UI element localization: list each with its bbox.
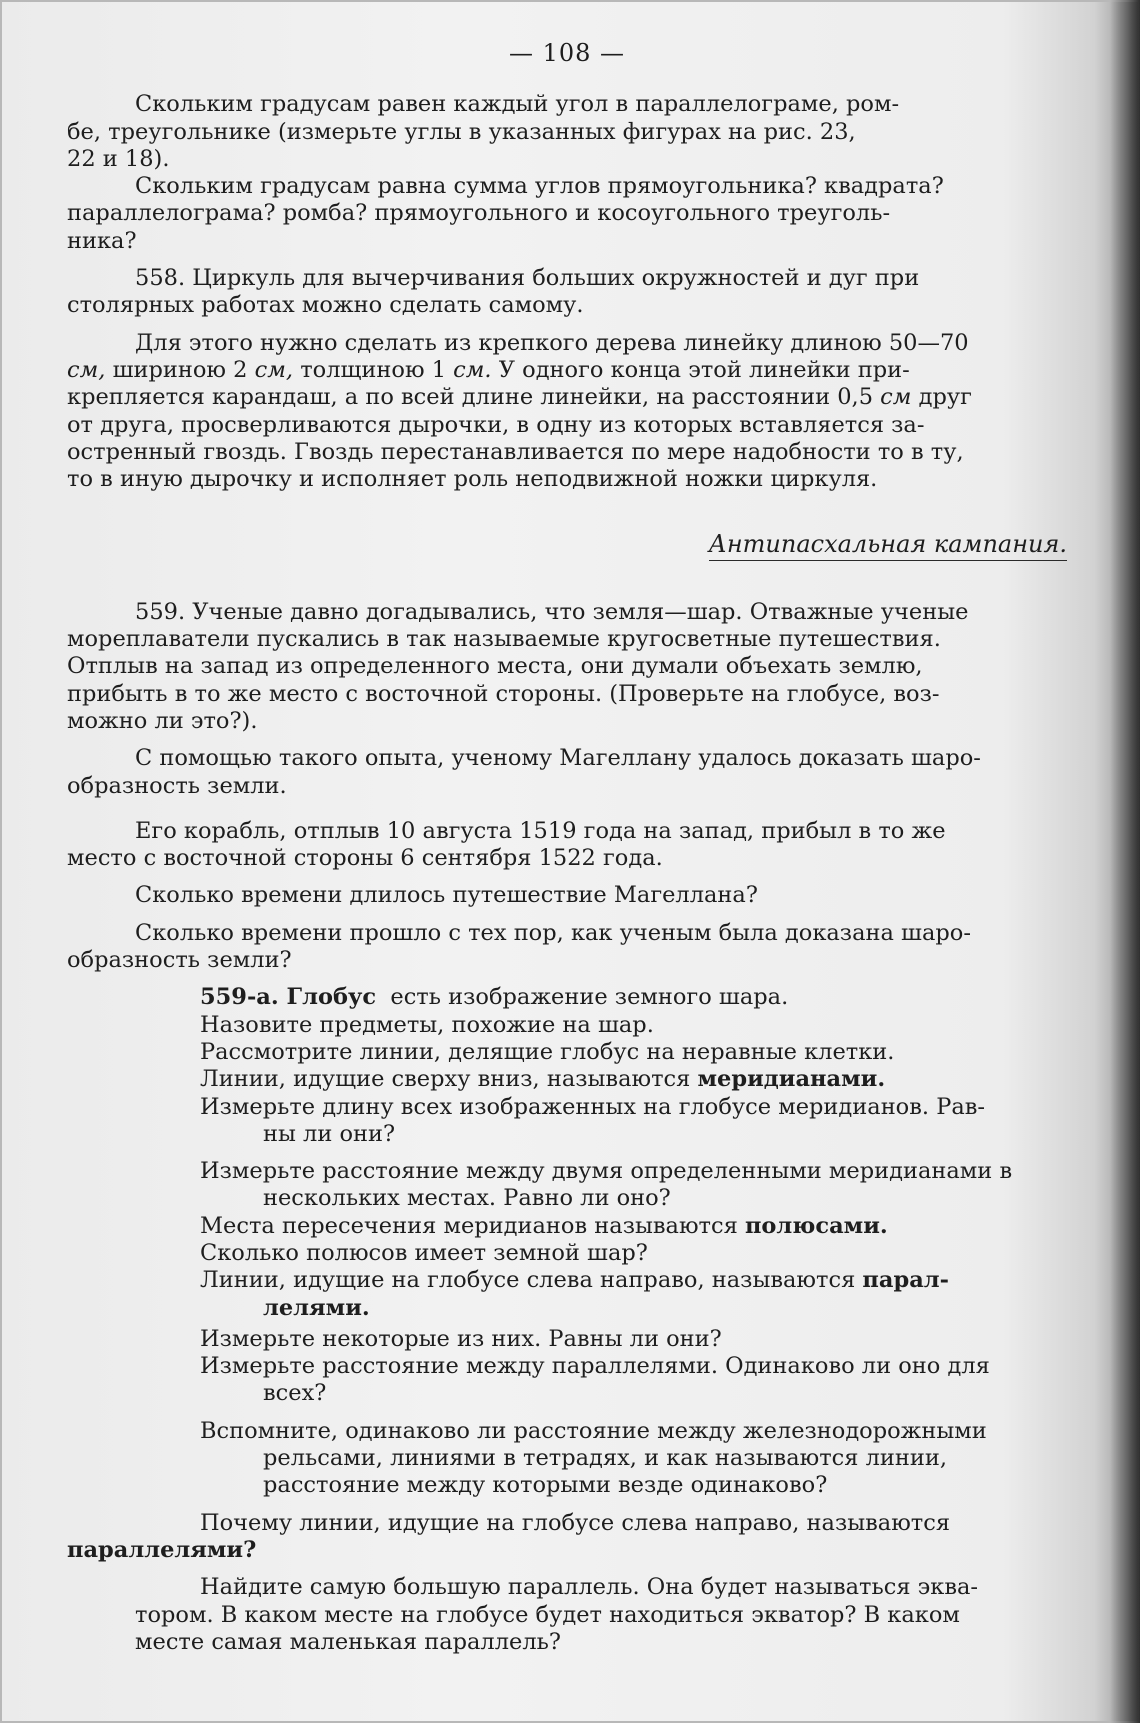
text-line: мореплаватели пускались в так называемые кругосветные путешествия.	[67, 626, 941, 653]
text-line: Назовите предметы, похожие на шар.	[200, 1011, 654, 1038]
text-line: Найдите самую большую параллель. Она будет называться эква-	[200, 1574, 979, 1601]
text-line: рельсами, линиями в тетрадях, и как называются линии,	[263, 1445, 948, 1472]
text-line: Измерьте расстояние между параллелями. Одинаково ли оно для	[200, 1353, 990, 1380]
text-line: параллелограма? ромба? прямоугольного и косоугольного треуголь-	[67, 200, 891, 227]
text-line: 558. Циркуль для вычерчивания больших окружностей и дуг при	[135, 265, 920, 292]
text-line: Сколько полюсов имеет земной шар?	[200, 1239, 648, 1266]
text-line: 559-а. Глобус есть изображение земного шара.	[200, 984, 789, 1011]
text-line: см, шириною 2 см, толщиною 1 см. У одного конца этой линейки при-	[67, 356, 910, 383]
text-line: крепляется карандаш, а по всей длине линейки, на расстоянии 0,5 см друг	[67, 384, 972, 411]
text-line: столярных работах можно сделать самому.	[67, 292, 584, 319]
text-line: расстояние между которыми везде одинаково?	[263, 1472, 828, 1499]
text-line: лелями.	[263, 1294, 370, 1321]
exercise-558-compass-description	[67, 330, 1067, 494]
text-line: образность земли?	[67, 947, 292, 974]
text-line: месте самая маленькая параллель?	[135, 1628, 561, 1655]
paragraph-angles	[67, 91, 1067, 255]
paragraph-equator	[67, 1574, 1067, 1656]
exercise-559	[67, 599, 1067, 735]
page-number: — 108 —	[508, 39, 626, 67]
book-spine-shadow	[1110, 0, 1140, 1723]
text-line: остренный гвоздь. Гвоздь перестанавливается по мере надобности то в ту,	[67, 438, 964, 465]
text-line: Сколько времени прошло с тех пор, как ученым была доказана шаро-	[135, 919, 971, 946]
text-line: от друга, просверливаются дырочки, в одну из которых вставляется за-	[67, 411, 925, 438]
text-line: Скольким градусам равен каждый угол в параллелограме, ром-	[135, 91, 900, 118]
text-line: то в иную дырочку и исполняет роль неподвижной ножки циркуля.	[67, 466, 878, 493]
text-line: Измерьте некоторые из них. Равны ли они?	[200, 1325, 722, 1352]
text-line: Рассмотрите линии, делящие глобус на неравные клетки.	[200, 1038, 895, 1065]
text-line: Линии, идущие сверху вниз, называются меридианами.	[200, 1066, 886, 1093]
text-line: Отплыв на запад из определенного места, они думали объехать землю,	[67, 653, 923, 680]
text-line: Измерьте длину всех изображенных на глобусе меридианов. Рав-	[200, 1093, 986, 1120]
text-line: ника?	[67, 227, 137, 254]
text-line: Измерьте расстояние между двумя определенными меридианами в	[200, 1158, 1013, 1185]
text-line: Почему линии, идущие на глобусе слева направо, называются	[200, 1509, 951, 1536]
text-line: Его корабль, отплыв 10 августа 1519 года на запад, прибыл в то же	[135, 817, 946, 844]
text-line: 22 и 18).	[67, 145, 170, 172]
text-line: нескольких местах. Равно ли оно?	[263, 1185, 671, 1212]
text-line: Места пересечения меридианов называются полюсами.	[200, 1212, 888, 1239]
text-line: образность земли.	[67, 772, 287, 799]
text-line: Вспомните, одинаково ли расстояние между железнодорожными	[200, 1417, 987, 1444]
text-line: место с восточной стороны 6 сентября 1522 года.	[67, 845, 663, 872]
text-line: С помощью такого опыта, ученому Магеллану удалось доказать шаро-	[135, 745, 981, 772]
exercise-559a-globe	[67, 984, 1067, 1499]
text-line: всех?	[263, 1380, 327, 1407]
section-heading: Антипасхальная кампания.	[709, 531, 1067, 560]
text-line: параллелями?	[67, 1536, 257, 1563]
text-line: Линии, идущие на глобусе слева направо, называются парал-	[200, 1267, 949, 1294]
paragraph-magellan	[67, 745, 1067, 800]
text-line: ны ли они?	[263, 1120, 396, 1147]
paragraph-voyage-dates	[67, 818, 1067, 873]
text-line: Для этого нужно сделать из крепкого дерева линейку длиною 50—70	[135, 329, 969, 356]
question-voyage-length: Сколько времени длилось путешествие Магеллана?	[135, 882, 758, 909]
text-line: можно ли это?).	[67, 707, 258, 734]
page-body	[67, 40, 1067, 1656]
question-years-since	[67, 920, 1067, 975]
text-line: Скольким градусам равна сумма углов прямоугольника? квадрата?	[135, 173, 944, 200]
text-line: бе, треугольнике (измерьте углы в указанных фигурах на рис. 23,	[67, 118, 856, 145]
question-why-parallels	[67, 1510, 1067, 1565]
text-line: тором. В каком месте на глобусе будет находиться экватор? В каком	[135, 1601, 960, 1628]
exercise-558	[67, 265, 1067, 320]
text-line: 559. Ученые давно догадывались, что земля—шар. Отважные ученые	[135, 598, 969, 625]
text-line: прибыть в то же место с восточной стороны. (Проверьте на глобусе, воз-	[67, 680, 940, 707]
